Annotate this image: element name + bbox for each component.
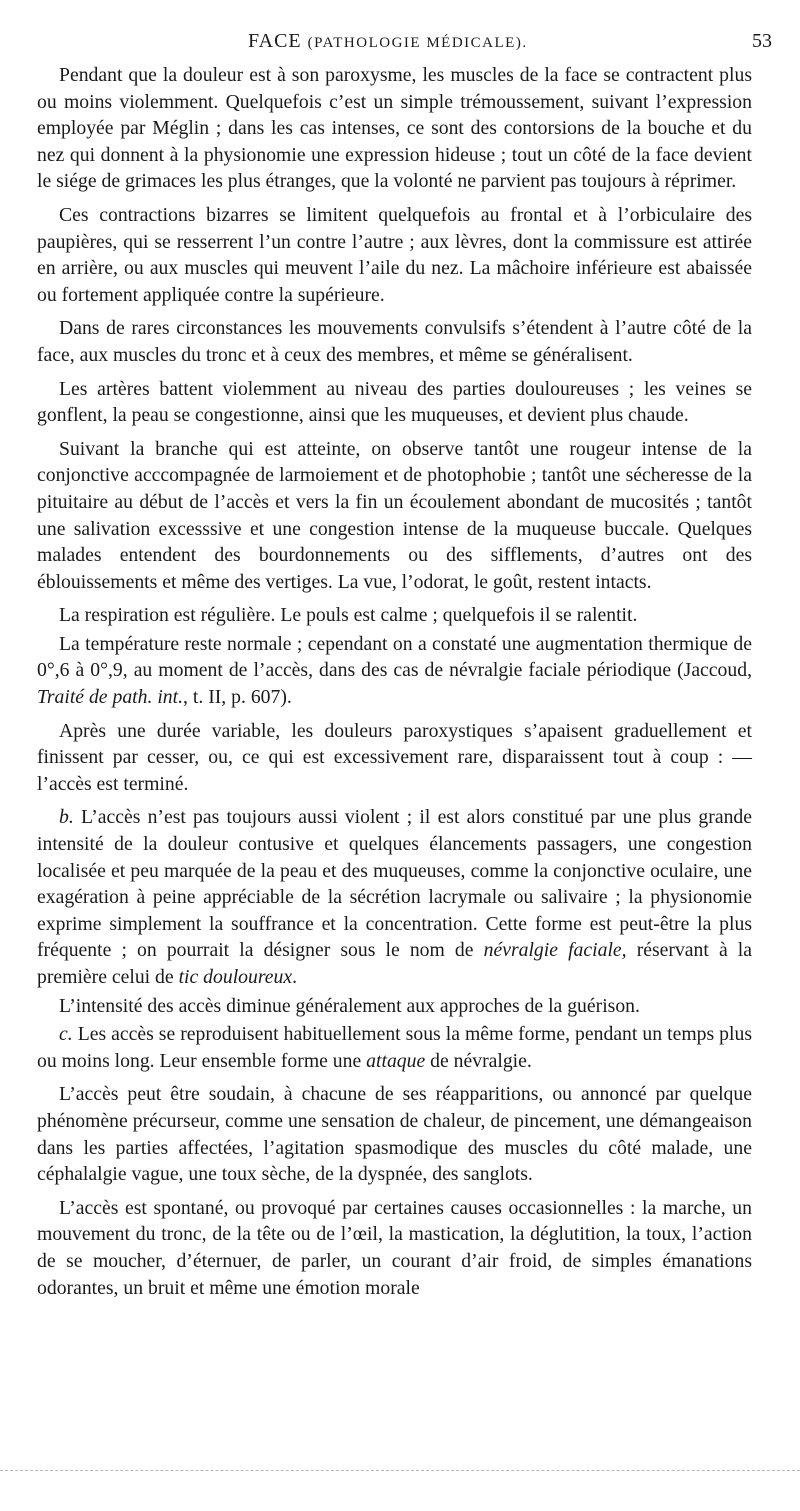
paragraph: Ces contractions bizarres se limitent quelquefois au frontal et à l’orbiculaire des paupières, qui se resserrent l’un contre l’autre ; aux lèvres, dont la commissure est attirée en arrière, ou aux muscles qui meuvent l’aile du nez. La mâchoire inférieure est abaissée ou fortement appliquée contre la supérieure.	[37, 203, 752, 306]
list-marker-c: c.	[59, 1023, 73, 1046]
paragraph: Les artères battent violemment au niveau des parties douloureuses ; les veines se gonflent, la peau se congestionne, ainsi que les muqueuses, et devient plus chaude.	[37, 377, 752, 427]
paragraph: La respiration est régulière. Le pouls est calme ; quelquefois il se ralentit.	[59, 604, 638, 627]
footer-rule	[0, 1470, 800, 1471]
paragraph: L’accès est spontané, ou provoqué par certaines causes occasionnelles : la marche, un mouvement du tronc, de la tête ou de l’œil, la mastication, la déglutition, la toux, l’action de se moucher, d’éternuer, de parler, un courant d’air froid, de simples émanations odorantes, un bruit et même une émotion morale	[37, 1196, 752, 1299]
citation-title: Traité de path. int.	[37, 686, 184, 709]
paragraph: La température reste normale ; cependant on a constaté une augmentation thermique de 0°,6 à 0°,9, au moment de l’accès, dans des cas de névralgie faciale périodique (Jaccoud, Traité de path. int., t. II, p. 607).	[37, 632, 752, 709]
running-title-subtitle: (PATHOLOGIE MÉDICALE).	[307, 35, 528, 51]
paragraph: L’intensité des accès diminue généralement aux approches de la guérison.	[59, 994, 640, 1017]
emphasis-term: névralgie faciale,	[483, 939, 627, 962]
paragraph: c. Les accès se reproduisent habituellement sous la même forme, pendant un temps plus ou moins long. Leur ensemble forme une attaque de névralgie.	[37, 1023, 752, 1072]
paragraph: L’accès peut être soudain, à chacune de ses réapparitions, ou annoncé par quelque phénomène précurseur, comme une sensation de chaleur, de pincement, une démangeaison dans les parties affectées, l’agitation spasmodique des muscles du côté malade, une céphalalgie vague, une toux sèche, de la dyspnée, des sanglots.	[37, 1083, 752, 1186]
paragraph: Après une durée variable, les douleurs paroxystiques s’apaisent graduellement et finissent par cesser, ou, ce qui est excessivement rare, disparaissent tout à coup : — l’accès est terminé.	[37, 719, 752, 795]
paragraph: b. L’accès n’est pas toujours aussi violent ; il est alors constitué par une plus grande intensité de la douleur contusive et quelques élancements passagers, une congestion localisée et peu marquée de la peau et des muqueuses, comme la conjonctive oculaire, une exagération à peine appréciable de la sécrétion lacrymale ou salivaire ; la physionomie exprime simplement la souffrance et la concentration. Cette forme est peut-être la plus fréquente ; on pourrait la désigner sous le nom de névralgie faciale, réservant à la première celui de tic douloureux.	[37, 806, 753, 988]
running-title	[248, 30, 528, 53]
paragraph: Dans de rares circonstances les mouvements convulsifs s’étendent à l’autre côté de la face, aux muscles du tronc et à ceux des membres, et même se généralisent.	[37, 317, 752, 366]
paragraph: Pendant que la douleur est à son paroxysme, les muscles de la face se contractent plus ou moins violemment. Quelquefois c’est un simple trémoussement, suivant l’expression employée par Méglin ; dans les cas intenses, ce sont des contorsions de la bouche et du nez qui donnent à la physionomie une expression hideuse ; tout un côté de la face devient le siége de grimaces les plus étranges, que la volonté ne parvient pas toujours à réprimer.	[37, 64, 752, 193]
list-marker-b: b.	[59, 806, 74, 829]
paragraph: Suivant la branche qui est atteinte, on observe tantôt une rougeur intense de la conjonctive acccompagnée de larmoiement et de photophobie ; tantôt une sécheresse de la pituitaire au début de l’accès et vers la fin un écoulement abondant de mucosités ; tantôt une salivation excesssive et une congestion intense de la muqueuse buccale. Quelques malades entendent des bourdonnements ou des sifflements, d’autres ont des éblouissements et même des vertiges. La vue, l’odorat, le goût, restent intacts.	[37, 437, 752, 593]
running-title-main: FACE	[248, 30, 302, 52]
running-header	[58, 30, 772, 60]
page-number: 53	[752, 30, 772, 52]
emphasis-term: tic douloureux	[178, 966, 293, 988]
body-text	[37, 62, 752, 1308]
emphasis-term: attaque	[366, 1049, 426, 1072]
